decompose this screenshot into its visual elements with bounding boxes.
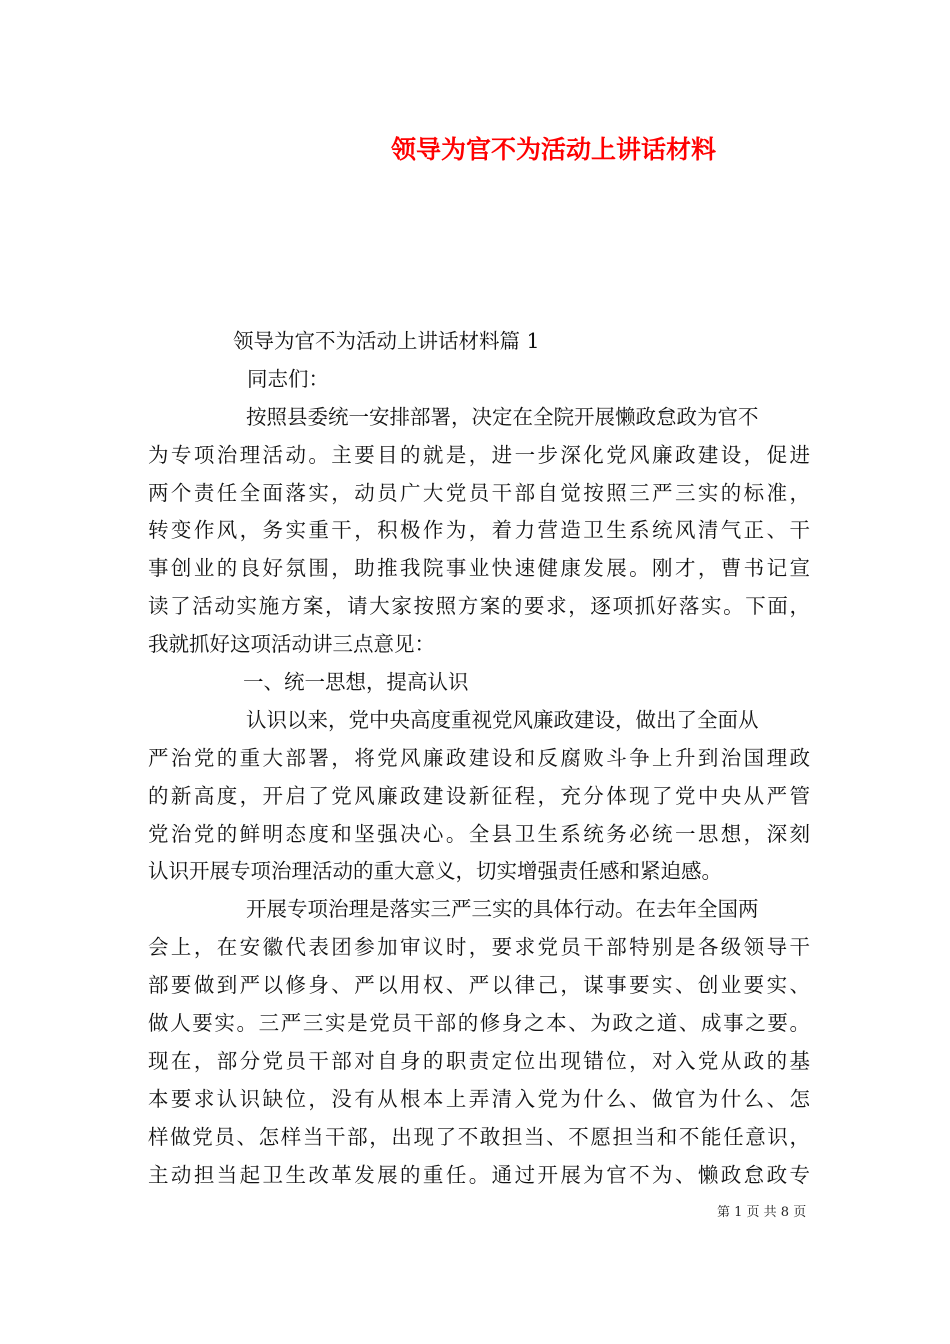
paragraph-line: 会上，在安徽代表团参加审议时，要求党员干部特别是各级领导干 [148,935,810,960]
paragraph-line: 的新高度，开启了党风廉政建设新征程，充分体现了党中央从严管 [148,783,810,808]
paragraph-line: 两个责任全面落实，动员广大党员干部自觉按照三严三实的标准， [148,480,810,505]
salutation: 同志们： [247,366,329,391]
paragraph-line: 做人要实。三严三实是党员干部的修身之本、为政之道、成事之要。 [148,1011,810,1036]
paragraph-line: 读了活动实施方案，请大家按照方案的要求，逐项抓好落实。下面， [148,594,810,619]
section-heading: 领导为官不为活动上讲话材料篇 1 [233,329,540,353]
paragraph-line: 样做党员、怎样当干部，出现了不敢担当、不愿担当和不能任意识， [148,1124,810,1149]
paragraph-line: 我就抓好这项活动讲三点意见： [148,632,435,657]
paragraph-line: 开展专项治理是落实三严三实的具体行动。在去年全国两 [246,897,759,922]
paragraph-line: 认识开展专项治理活动的重大意义，切实增强责任感和紧迫感。 [148,859,722,884]
subsection-heading: 一、统一思想，提高认识 [243,670,469,695]
paragraph-line: 按照县委统一安排部署，决定在全院开展懒政怠政为官不 [246,404,759,429]
paragraph-line: 事创业的良好氛围，助推我院事业快速健康发展。刚才，曹书记宣 [148,556,810,581]
paragraph-line: 严治党的重大部署，将党风廉政建设和反腐败斗争上升到治国理政 [148,745,810,770]
paragraph-line: 部要做到严以修身、严以用权、严以律己，谋事要实、创业要实、 [148,973,810,998]
document-body [148,323,810,1194]
document-title: 领导为官不为活动上讲话材料 [391,135,717,164]
paragraph-line: 现在，部分党员干部对自身的职责定位出现错位，对入党从政的基 [148,1048,810,1073]
paragraph-line: 转变作风，务实重干，积极作为，着力营造卫生系统风清气正、干 [148,518,810,543]
paragraph-line: 为专项治理活动。主要目的就是，进一步深化党风廉政建设，促进 [148,442,810,467]
paragraph-line: 本要求认识缺位，没有从根本上弄清入党为什么、做官为什么、怎 [148,1086,810,1111]
page-footer: 第 1 页 共 8 页 [717,1205,807,1220]
paragraph-line: 主动担当起卫生改革发展的重任。通过开展为官不为、懒政怠政专 [148,1162,810,1187]
paragraph-line: 认识以来，党中央高度重视党风廉政建设，做出了全面从 [246,707,759,732]
paragraph-line: 党治党的鲜明态度和坚强决心。全县卫生系统务必统一思想，深刻 [148,821,810,846]
